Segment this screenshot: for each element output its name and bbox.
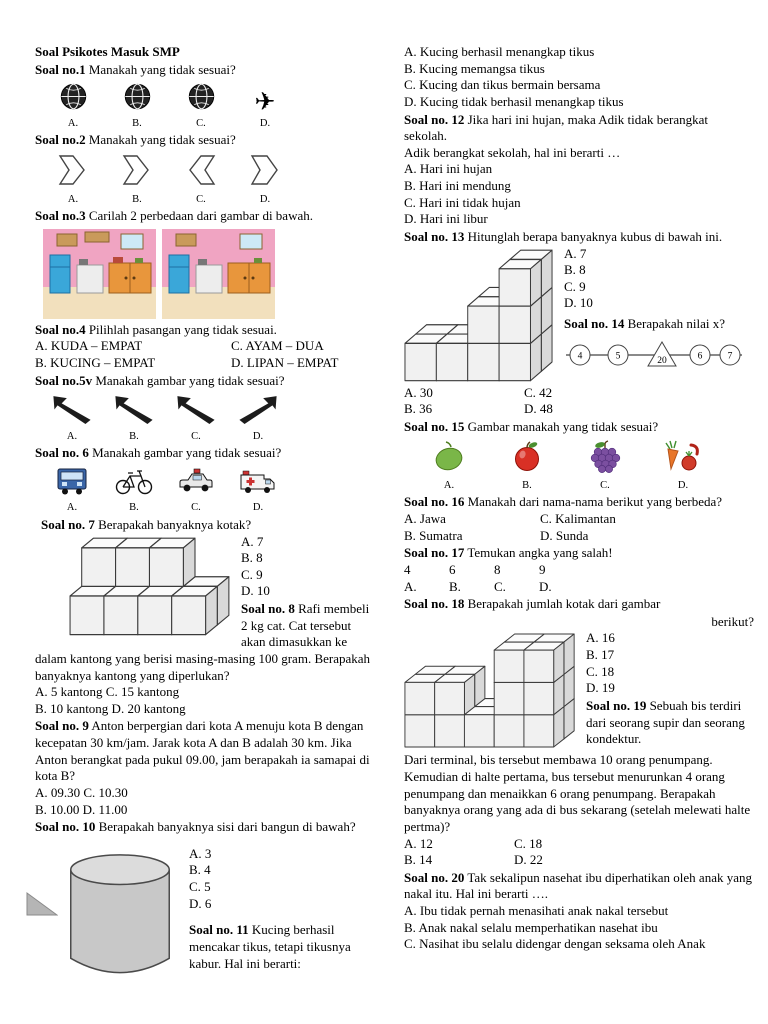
option-label: C. (196, 193, 206, 205)
q16-text: Manakah dari nama-nama berikut yang berbeda? (464, 494, 723, 510)
q18-number: Soal no. 18 (404, 596, 465, 612)
q8-option: A. 5 kantong C. 15 kantong (35, 684, 180, 700)
q7-text: Berapakah banyaknya kotak? (94, 516, 252, 532)
q7-option: B. 8 (241, 550, 263, 566)
q6-heading (35, 445, 376, 462)
kitchen-scene-left (43, 229, 156, 319)
q6-figures (41, 466, 376, 515)
q6-choice-a (41, 466, 103, 515)
globe-icon (123, 82, 152, 111)
q17-number-item: 8 (494, 561, 501, 577)
q1-number: Soal no.1 (35, 61, 86, 77)
doc-title: Soal Psikotes Masuk SMP (35, 44, 180, 59)
q2-text: Manakah yang tidak sesuai? (85, 132, 236, 148)
q14-option: A. 30 (404, 384, 433, 400)
q9-text: Anton berpergian dari kota A menuju kota B dengan kecepatan 30 km/jam. Jarak kota A dan B adalah 30 km. Jika Anton berangkat pada pukul 09.00, jam berapakah ia samapai di kota B? (35, 718, 370, 784)
q1-figures (41, 82, 376, 130)
q17-number-item: 9 (539, 561, 546, 577)
q1-heading (35, 62, 376, 79)
q7-heading (41, 517, 376, 534)
q4-heading (35, 322, 376, 339)
q12-option: B. Hari ini mendung (404, 178, 511, 193)
q16-number: Soal no. 16 (404, 494, 465, 510)
q4-option: C. AYAM – DUA (231, 338, 324, 354)
q1-choice-b (105, 82, 169, 130)
option-label: A. (66, 502, 78, 514)
q19-options-row (404, 836, 754, 853)
q1-choice-d (233, 88, 297, 130)
q10-option: A. 3 (189, 845, 212, 861)
q3-number: Soal no.3 (35, 208, 86, 223)
q18-option: D. 19 (586, 680, 615, 696)
q13-option: C. 9 (564, 278, 586, 294)
bicycle-icon (114, 466, 154, 496)
option-label: D. (677, 480, 689, 491)
q19-number: Soal no. 19 (586, 697, 647, 713)
q10-number: Soal no. 10 (35, 819, 96, 835)
q5-choice-d (227, 393, 289, 443)
q2-number: Soal no.2 (35, 132, 86, 148)
mango-icon (431, 439, 467, 473)
option-label: C. (600, 480, 610, 491)
arrow-up-right-icon (237, 393, 279, 424)
q14-number: Soal no. 14 (564, 316, 625, 331)
q13-heading (404, 229, 754, 246)
option-label: D. (259, 193, 271, 205)
q3-heading (35, 208, 376, 225)
option-label: B. (449, 578, 461, 594)
q9-option: B. 10.00 D. 11.00 (35, 801, 128, 817)
q5-figures (41, 393, 376, 443)
option-label: B. (129, 502, 139, 514)
q12-line2: Adik berangkat sekolah, hal ini berarti … (404, 144, 621, 160)
q20-heading (404, 870, 754, 903)
q6-choice-c (165, 466, 227, 515)
q12-option: D. Hari ini libur (404, 211, 488, 227)
q14-number-sequence-figure (564, 337, 744, 373)
airplane-icon: ✈ (254, 87, 276, 117)
q19-text2: Dari terminal, bis tersebut membawa 10 orang penumpang. Kemudian di halte pertama, bus tersebut menurunkan 4 orang penumpang dan menaikkan 6 orang penumpang. Berapakah banyaknya orang yang ada di bus sekarang (setelah melewati halte pertma)? (404, 752, 751, 834)
q15-choice-a (410, 439, 488, 492)
q18-text2: berikut? (711, 613, 754, 629)
q11-option: B. Kucing memangsa tikus (404, 60, 545, 76)
arrow-up-left-icon (113, 393, 155, 424)
q20-text: Tak sekalipun nasehat ibu diperhatikan oleh anak yang nakal itu. Hal ini berarti …. (404, 869, 752, 902)
q17-heading (404, 545, 754, 562)
q7-option: A. 7 (241, 533, 264, 549)
q14-node: 4 (577, 351, 583, 362)
q13-q14-block (404, 246, 754, 418)
q11-option: D. Kucing tidak berhasil menangkap tikus (404, 93, 624, 109)
q11-text: Kucing berhasil mencakar tikus, tetapi tikusnya kabur. Hal ini berarti: (189, 922, 351, 971)
option-label: C. (191, 430, 201, 442)
option-label: B. (522, 480, 532, 491)
q16-option: C. Kalimantan (540, 511, 616, 527)
q17-number-item: 6 (449, 561, 456, 577)
q10-heading (35, 819, 376, 836)
q2-choice-b (105, 153, 169, 206)
q5-number: Soal no.5v (35, 372, 93, 388)
q5-choice-c (165, 393, 227, 443)
q16-option: A. Jawa (404, 511, 446, 527)
apple-icon (509, 439, 545, 473)
grapes-icon (587, 439, 623, 473)
option-label: C. (494, 578, 506, 594)
q9-option: A. 09.30 C. 10.30 (35, 784, 128, 800)
q1-choice-c (169, 82, 233, 130)
arrow-up-left-icon (175, 393, 217, 424)
q15-figures (410, 439, 754, 492)
q19-option: B. 14 (404, 852, 433, 868)
chevron-right-icon (250, 153, 280, 187)
q14-options-row (404, 401, 754, 418)
q13-option: A. 7 (564, 245, 587, 261)
q2-choice-a (41, 153, 105, 206)
kitchen-scene-right (162, 229, 275, 319)
q7-option: C. 9 (241, 566, 263, 582)
option-label: A. (404, 578, 417, 594)
q7-cube-stack-figure (69, 537, 231, 637)
q2-figures (41, 153, 376, 206)
q7-option: D. 10 (241, 583, 270, 599)
q4-option: D. LIPAN – EMPAT (231, 354, 339, 370)
q18-heading (404, 596, 754, 613)
q12-option: A. Hari ini hujan (404, 161, 493, 177)
q14-node: 7 (727, 351, 733, 362)
globe-icon (187, 82, 216, 111)
globe-icon (59, 82, 88, 111)
q16-option: B. Sumatra (404, 527, 463, 543)
ambulance-icon (239, 466, 277, 496)
q17-labels-row (404, 579, 754, 596)
q10-cylinder-figure (61, 849, 179, 979)
q7-number: Soal no. 7 (41, 516, 95, 532)
q5-choice-b (103, 393, 165, 443)
q4-number: Soal no.4 (35, 321, 86, 337)
q13-option: D. 10 (564, 295, 593, 311)
option-label: D. (252, 430, 264, 442)
q12-heading (404, 112, 754, 145)
q4-options-row (35, 338, 376, 355)
option-label: B. (129, 430, 139, 442)
q2-choice-c (169, 153, 233, 206)
q5-text: Manakah gambar yang tidak sesuai? (92, 372, 285, 388)
q10-q11-block (35, 846, 376, 981)
q8-option: B. 10 kantong D. 20 kantong (35, 700, 186, 716)
q12-option: C. Hari ini tidak hujan (404, 194, 521, 210)
q18-option: B. 17 (586, 647, 615, 663)
q14-node: 20 (657, 355, 667, 366)
q19-option: C. 18 (514, 835, 543, 851)
option-label: D. (252, 502, 264, 514)
police-car-icon (177, 466, 215, 496)
q4-text: Pilihlah pasangan yang tidak sesuai. (85, 321, 277, 337)
q5-choice-a (41, 393, 103, 443)
option-label: D. (259, 117, 271, 129)
q13-text: Hitunglah berapa banyaknya kubus di bawah ini. (464, 228, 723, 244)
q10-option: D. 6 (189, 895, 212, 911)
q13-cube-staircase-figure (404, 249, 554, 383)
chevron-left-icon (186, 153, 216, 187)
q14-node: 5 (615, 351, 621, 362)
q17-number: Soal no. 17 (404, 545, 465, 561)
q6-choice-d (227, 466, 289, 515)
left-column (35, 44, 376, 981)
q4-option: B. KUCING – EMPAT (35, 354, 156, 370)
q8-number: Soal no. 8 (241, 601, 295, 616)
q14-option: D. 48 (524, 401, 553, 417)
option-label: C. (191, 502, 201, 514)
q11-option: A. Kucing berhasil menangkap tikus (404, 44, 595, 59)
q8-text: Rafi membeli 2 kg cat. Cat tersebut akan dimasukkan ke dalam kantong yang berisi masing-masing 100 gram. Berapakah banyaknya kantong yang diperlukan? (35, 601, 371, 683)
q2-heading (35, 132, 376, 149)
q6-number: Soal no. 6 (35, 445, 89, 461)
q17-text: Temukan angka yang salah! (464, 545, 613, 561)
vegetables-icon (664, 439, 702, 473)
chevron-right-icon (122, 153, 152, 187)
q9-heading (35, 718, 376, 785)
q11-number: Soal no. 11 (189, 922, 249, 938)
right-column (404, 44, 754, 953)
q7-q8-block (35, 534, 376, 718)
q14-option: C. 42 (524, 384, 553, 400)
q14-option: B. 36 (404, 401, 433, 417)
q12-number: Soal no. 12 (404, 111, 465, 127)
q13-option: B. 8 (564, 262, 586, 278)
q3-figures (43, 229, 376, 319)
q10-option: B. 4 (189, 862, 211, 878)
gray-triangle-artifact (26, 892, 58, 918)
q11-option: C. Kucing dan tikus bermain bersama (404, 77, 601, 93)
option-label: A. (443, 480, 455, 491)
q9-number: Soal no. 9 (35, 718, 89, 734)
q13-number: Soal no. 13 (404, 228, 465, 244)
q4-option: A. KUDA – EMPAT (35, 338, 143, 354)
option-label: B. (132, 193, 142, 205)
q14-text: Berapakah nilai x? (624, 316, 726, 331)
q15-choice-b (488, 439, 566, 492)
option-label: D. (539, 578, 552, 594)
q15-text: Gambar manakah yang tidak sesuai? (464, 418, 659, 434)
q19-text: Sebuah bis terdiri dari seorang supir dan seorang kondektur. (586, 697, 745, 747)
q1-choice-a (41, 82, 105, 130)
q10-text: Berapakah banyaknya sisi dari bangun di bawah? (95, 819, 356, 835)
q15-heading (404, 419, 754, 436)
q16-options-row (404, 511, 754, 528)
q16-option: D. Sunda (540, 527, 589, 543)
q15-choice-c (566, 439, 644, 492)
chevron-right-icon (58, 153, 88, 187)
q20-option: A. Ibu tidak pernah menasihati anak nakal tersebut (404, 903, 669, 919)
option-label: A. (67, 193, 79, 205)
q15-number: Soal no. 15 (404, 418, 465, 434)
q3-text: Carilah 2 perbedaan dari gambar di bawah. (85, 208, 313, 223)
arrow-up-left-icon (51, 393, 93, 424)
q4-options-row (35, 355, 376, 372)
q17-number-item: 4 (404, 561, 411, 577)
q19-option: A. 12 (404, 835, 433, 851)
option-label: C. (196, 117, 206, 129)
q18-text: Berapakah jumlah kotak dari gambar (464, 596, 661, 612)
q18-cube-stack-figure (404, 633, 576, 749)
q20-number: Soal no. 20 (404, 869, 465, 885)
q6-choice-b (103, 466, 165, 515)
q14-options-row (404, 385, 754, 402)
q5-heading (35, 373, 376, 390)
q16-options-row (404, 528, 754, 545)
q12-text: Jika hari ini hujan, maka Adik tidak berangkat sekolah. (404, 111, 709, 144)
q16-heading (404, 494, 754, 511)
q6-text: Manakah gambar yang tidak sesuai? (88, 445, 282, 461)
q19-options-row (404, 852, 754, 869)
q1-text: Manakah yang tidak sesuai? (85, 61, 236, 77)
bus-icon (54, 466, 90, 496)
q18-option: A. 16 (586, 630, 615, 646)
q15-choice-d (644, 439, 722, 492)
q19-option: D. 22 (514, 852, 543, 868)
q20-option: B. Anak nakal selalu memperhatikan nasehat ibu (404, 919, 658, 935)
q17-numbers-row (404, 562, 754, 579)
q10-option: C. 5 (189, 879, 211, 894)
q18-q19-block (404, 630, 754, 868)
q14-node: 6 (697, 351, 703, 362)
q18-option: C. 18 (586, 663, 615, 679)
option-label: A. (66, 430, 78, 442)
option-label: A. (67, 117, 79, 129)
q20-option: C. Nasihat ibu selalu didengar dengan seksama oleh Anak (404, 936, 706, 952)
option-label: B. (132, 117, 142, 129)
q2-choice-d (233, 153, 297, 206)
